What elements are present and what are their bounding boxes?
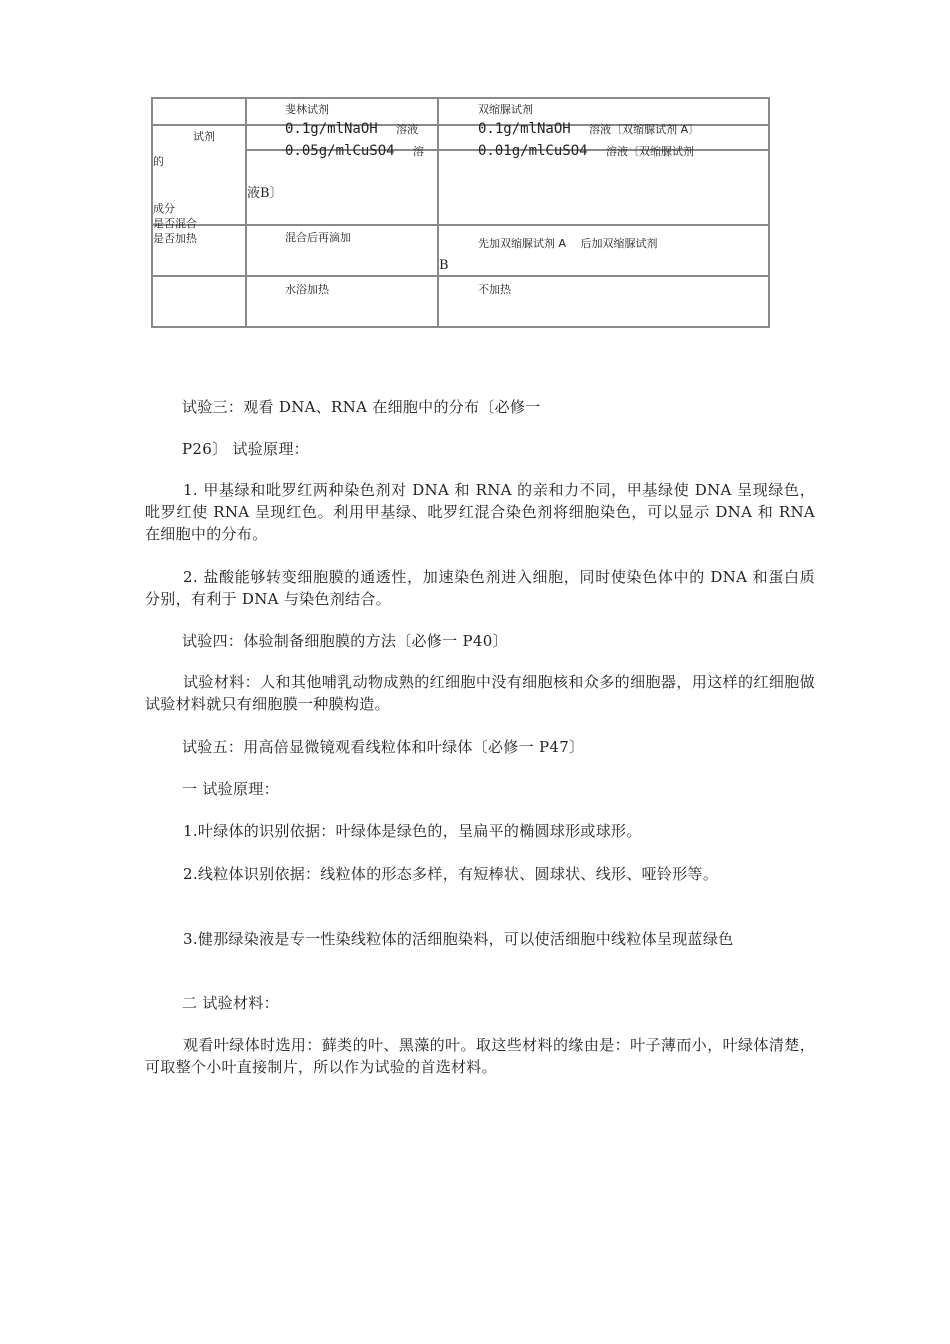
fehling-heating: 水浴加热 <box>285 283 329 296</box>
exp5-principle-heading: 一 试验原理： <box>182 780 279 798</box>
row-label-heating: 是否加热 <box>153 232 197 245</box>
fehling-naoh-formula: 0.1g/mlNaOH <box>285 121 378 137</box>
row-label-composition: 成分 <box>153 202 175 215</box>
table-rule <box>768 97 770 328</box>
exp3-principle-2: 2. 盐酸能够转变细胞膜的通透性，加速染色剂进入细胞，同时使染色体中的 DNA 和蛋白质分别，有利于 DNA 与染色剂结合。 <box>145 568 815 608</box>
table-rule <box>151 275 770 277</box>
biuret-naoh <box>478 121 699 138</box>
exp5-principle-2: 2.线粒体识别依据：线粒体的形态多样，有短棒状、圆球状、线形、哑铃形等。 <box>183 865 719 883</box>
table-rule <box>245 97 247 328</box>
table-rule <box>151 224 770 226</box>
exp5-material-heading: 二 试验材料： <box>182 994 279 1012</box>
table-rule <box>151 326 770 328</box>
biuret-cuso4 <box>478 143 694 160</box>
biuret-cuso4-formula: 0.01g/mlCuSO4 <box>478 143 588 159</box>
fehling-naoh-suffix: 溶液 <box>396 123 419 136</box>
biuret-heating: 不加热 <box>478 283 511 296</box>
exp5-material: 观看叶绿体时选用：藓类的叶、黑藻的叶。取这些材料的缘由是：叶子薄而小，叶绿体清楚，可取整个小叶直接制片，所以作为试验的首选材料。 <box>145 1036 815 1076</box>
exp3-title: 试验三：观看 DNA、RNA 在细胞中的分布〔必修一 <box>182 398 541 416</box>
exp3-principle-1: 1. 甲基绿和吡罗红两种染色剂对 DNA 和 RNA 的亲和力不同，甲基绿使 DNA 呈现绿色，吡罗红使 RNA 呈现红色。利用甲基绿、吡罗红混合染色剂将细胞染色，可以显示 DNA 和 RNA 在细胞中的分布。 <box>145 481 815 543</box>
fehling-cuso4-formula: 0.05g/mlCuSO4 <box>285 143 395 159</box>
biuret-naoh-formula: 0.1g/mlNaOH <box>478 121 571 137</box>
exp5-title: 试验五：用高倍显微镜观看线粒体和叶绿体〔必修一 P47〕 <box>182 738 585 756</box>
reagent-comparison-table <box>151 97 770 329</box>
fehling-mixing: 混合后再滴加 <box>285 231 351 244</box>
exp4-title: 试验四：体验制备细胞膜的方法〔必修一 P40〕 <box>182 632 508 650</box>
biuret-mixing: 先加双缩脲试剂 A 后加双缩脲试剂 <box>478 237 658 250</box>
fehling-cuso4-wrap: 液B〕 <box>247 186 283 201</box>
biuret-naoh-suffix: 溶液〔双缩脲试剂 A〕 <box>589 123 700 136</box>
row-label-mixing: 是否混合 <box>153 217 197 230</box>
table-rule <box>151 97 770 99</box>
exp4-material: 试验材料：人和其他哺乳动物成熟的红细胞中没有细胞核和众多的细胞器，用这样的红细胞做试验材料就只有细胞膜一种膜构造。 <box>145 673 815 713</box>
fehling-cuso4 <box>285 143 424 160</box>
exp5-principle-1: 1.叶绿体的识别依据：叶绿体是绿色的，呈扁平的椭圆球形或球形。 <box>183 822 642 840</box>
header-fehling: 斐林试剂 <box>285 103 329 116</box>
table-rule <box>437 97 439 328</box>
row-label-of: 的 <box>153 155 164 168</box>
row-label-reagent: 试剂 <box>193 130 215 143</box>
fehling-naoh <box>285 121 418 138</box>
exp5-principle-3: 3.健那绿染液是专一性染线粒体的活细胞染料，可以使活细胞中线粒体呈现蓝绿色 <box>183 930 734 948</box>
biuret-mixing-wrap: B <box>439 258 449 273</box>
exp3-title-cont: P26〕 试验原理： <box>182 440 309 458</box>
fehling-cuso4-suffix: 溶 <box>413 145 425 158</box>
header-biuret: 双缩脲试剂 <box>478 103 533 116</box>
biuret-cuso4-suffix: 溶液〔双缩脲试剂 <box>606 145 695 158</box>
